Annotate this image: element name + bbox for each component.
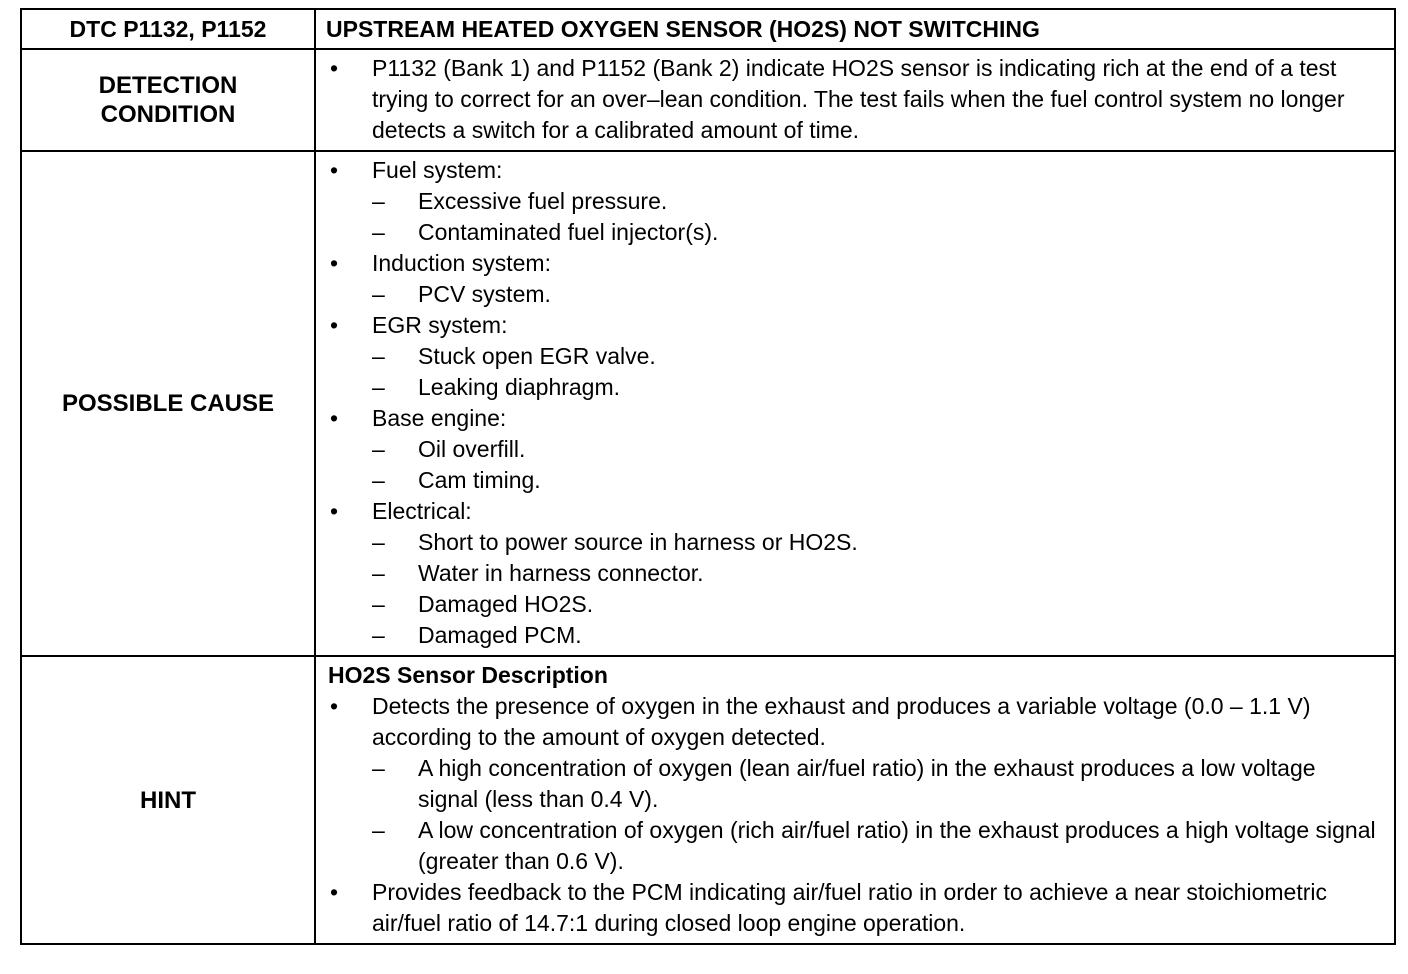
bullet-marker: • bbox=[330, 55, 339, 81]
cause-item bbox=[326, 341, 1382, 372]
cause-item-text: Water in harness connector. bbox=[418, 560, 704, 586]
cause-item bbox=[326, 527, 1382, 558]
hint-row bbox=[21, 656, 1395, 944]
hint-bullet-item bbox=[326, 691, 1382, 753]
cause-item bbox=[326, 372, 1382, 403]
cause-item bbox=[326, 279, 1382, 310]
detection-text: P1132 (Bank 1) and P1152 (Bank 2) indicate HO2S sensor is indicating rich at the end of a test trying to correct for an over–lean condition. The test fails when the fuel control system no longer detects a switch for a calibrated amount of time. bbox=[372, 55, 1345, 143]
detection-bullet-item bbox=[326, 53, 1382, 146]
dash-marker: – bbox=[372, 755, 385, 781]
detection-label-line2: CONDITION bbox=[100, 101, 236, 128]
dash-marker: – bbox=[372, 560, 385, 586]
dash-marker: – bbox=[372, 622, 385, 648]
cause-item-text: Cam timing. bbox=[418, 467, 541, 493]
dash-marker: – bbox=[372, 188, 385, 214]
hint-sub-item bbox=[326, 815, 1382, 877]
cause-group-title: Electrical: bbox=[372, 498, 472, 524]
cause-group bbox=[326, 155, 1382, 186]
possible-cause-label: POSSIBLE CAUSE bbox=[21, 151, 315, 656]
cause-item-text: Stuck open EGR valve. bbox=[418, 343, 656, 369]
cause-list bbox=[326, 155, 1382, 651]
dash-marker: – bbox=[372, 591, 385, 617]
dash-marker: – bbox=[372, 281, 385, 307]
cause-item-text: Short to power source in harness or HO2S. bbox=[418, 529, 858, 555]
detection-label bbox=[21, 49, 315, 151]
cause-item-text: PCV system. bbox=[418, 281, 551, 307]
hint-label: HINT bbox=[21, 656, 315, 944]
cause-group bbox=[326, 310, 1382, 341]
hint-content bbox=[315, 656, 1395, 944]
bullet-marker: • bbox=[330, 250, 339, 276]
cause-item bbox=[326, 589, 1382, 620]
dash-marker: – bbox=[372, 529, 385, 555]
cause-item bbox=[326, 217, 1382, 248]
cause-item-text: Damaged PCM. bbox=[418, 622, 582, 648]
detection-row bbox=[21, 49, 1395, 151]
bullet-marker: • bbox=[330, 693, 339, 719]
cause-group bbox=[326, 248, 1382, 279]
dash-marker: – bbox=[372, 343, 385, 369]
cause-item bbox=[326, 465, 1382, 496]
hint-sub-text: A low concentration of oxygen (rich air/fuel ratio) in the exhaust produces a high voltage signal (greater than 0.6 V). bbox=[418, 817, 1376, 874]
dash-marker: – bbox=[372, 467, 385, 493]
cause-item bbox=[326, 434, 1382, 465]
cause-group-title: Fuel system: bbox=[372, 157, 503, 183]
cause-group-title: EGR system: bbox=[372, 312, 508, 338]
cause-group bbox=[326, 403, 1382, 434]
dash-marker: – bbox=[372, 436, 385, 462]
cause-item-text: Excessive fuel pressure. bbox=[418, 188, 668, 214]
cause-item-text: Damaged HO2S. bbox=[418, 591, 594, 617]
bullet-marker: • bbox=[330, 405, 339, 431]
cause-group bbox=[326, 496, 1382, 527]
cause-item bbox=[326, 620, 1382, 651]
bullet-marker: • bbox=[330, 498, 339, 524]
cause-item-text: Contaminated fuel injector(s). bbox=[418, 219, 719, 245]
bullet-marker: • bbox=[330, 312, 339, 338]
cause-group-title: Induction system: bbox=[372, 250, 551, 276]
hint-bullet-item bbox=[326, 877, 1382, 939]
hint-bullet-text: Provides feedback to the PCM indicating air/fuel ratio in order to achieve a near stoichiometric air/fuel ratio of 14.7:1 during closed loop engine operation. bbox=[372, 879, 1327, 936]
dash-marker: – bbox=[372, 219, 385, 245]
possible-cause-content bbox=[315, 151, 1395, 656]
detection-label-line1: DETECTION bbox=[98, 72, 238, 99]
cause-group-title: Base engine: bbox=[372, 405, 507, 431]
cause-item bbox=[326, 558, 1382, 589]
cause-item-text: Oil overfill. bbox=[418, 436, 526, 462]
dtc-title-header: UPSTREAM HEATED OXYGEN SENSOR (HO2S) NOT SWITCHING bbox=[315, 9, 1395, 49]
cause-item bbox=[326, 186, 1382, 217]
detection-content bbox=[315, 49, 1395, 151]
cause-item-text: Leaking diaphragm. bbox=[418, 374, 621, 400]
dash-marker: – bbox=[372, 374, 385, 400]
dtc-table bbox=[20, 8, 1396, 945]
hint-sub-item bbox=[326, 753, 1382, 815]
bullet-marker: • bbox=[330, 157, 339, 183]
header-row bbox=[21, 9, 1395, 49]
hint-bullet-text: Detects the presence of oxygen in the exhaust and produces a variable voltage (0.0 – 1.1 V) according to the amount of oxygen detected. bbox=[372, 693, 1311, 750]
hint-subheading: HO2S Sensor Description bbox=[328, 662, 608, 688]
possible-cause-row bbox=[21, 151, 1395, 656]
dash-marker: – bbox=[372, 817, 385, 843]
hint-sub-text: A high concentration of oxygen (lean air/fuel ratio) in the exhaust produces a low voltage signal (less than 0.4 V). bbox=[418, 755, 1316, 812]
dtc-code-header: DTC P1132, P1152 bbox=[21, 9, 315, 49]
bullet-marker: • bbox=[330, 879, 339, 905]
